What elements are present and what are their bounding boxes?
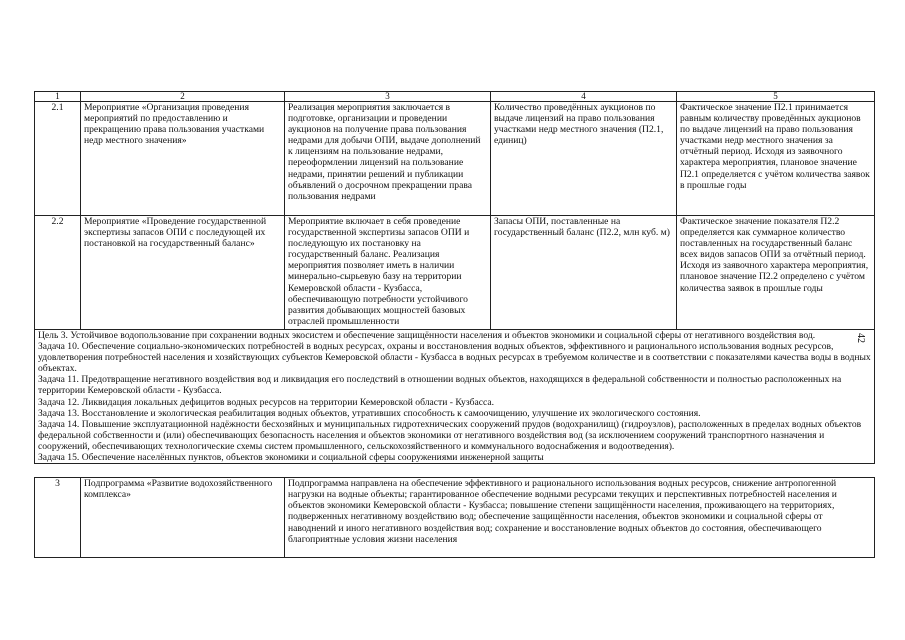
spacer [35,464,875,478]
task-text: Задача 14. Повышение эксплуатационной надёжности бесхозяйных и муниципальных гидротехнических сооружений прудов (водохранилищ) (гидроузлов), расположенных в пределах водных объектов федеральной собственности и (или) обеспечивающих безопасность населения и объектов экономики от негативного воздействия вод (за исключением сооружений транспортного назначения и сооружений, обеспечивающих технологические схемы систем промышленного, сельскохозяйственного и коммунального водоснабжения и водоотведения). [38,418,862,452]
task-text: Задача 13. Восстановление и экологическая реабилитация водных объектов, утративших способность к самоочищению, улучшение их экологического состояния. [38,407,701,419]
measure-description: Реализация мероприятия заключается в подготовке, организации и проведении аукционов на получение права пользования недрами для добычи ОПИ, выдаче дополнений к лицензиям на пользование недрами, переоформлении лицензий на пользование недрами, принятии решений и публикации объявлений о досрочном прекращении права пользования недрами [285,102,491,216]
header-col-3: 3 [285,92,491,102]
measure-name: Мероприятие «Организация проведения мероприятий по предоставлению и прекращению права пользования участками недр местного значения» [81,102,285,216]
page-number: 42 [855,333,866,343]
row-number: 3 [35,478,81,558]
subprogram-description: Подпрограмма направлена на обеспечение эффективного и рационального использования водных ресурсов, снижение антропогенной нагрузки на водные объекты; гарантированное обеспечение водными ресурсами текущих и перспективных потребностей населения и объектов экономики Кемеровской области - Кузбасса; повышение степени защищённости населения, проживающего на территориях, подверженных негативному воздействию вод; обеспечение защищённости населения, объектов экономики и социальной сферы от наводнений и иного негативного воздействия вод; сохранение и восстановление водных объектов до состояния, обеспечивающего благоприятные условия жизни населения [285,478,875,558]
goal-block [35,330,875,464]
header-row [35,92,875,102]
task-text: Задача 10. Обеспечение социально-экономических потребностей в водных ресурсах, охраны и восстановления водных объектов, эффективного и рационального использования водных ресурсов, удовлетворения потребностей населения и хозяйствующих субъектов Кемеровской области - Кузбасса в водных ресурсах в требуемом количестве и в соответствии с показателями качества воды в водных объектах. [38,341,871,375]
header-col-1: 1 [35,92,81,102]
calculation-method: Фактическое значение П2.1 принимается равным количеству проведённых аукционов по выдаче лицензий на право пользования участками недр местного значения за отчётный период. Исходя из заявочного характера мероприятия, плановое значение П2.1 определяется с учётом количества заявок в прошлые годы [677,102,875,216]
indicator: Запасы ОПИ, поставленные на государственный баланс (П2.2, млн куб. м) [491,216,677,330]
header-col-2: 2 [81,92,285,102]
task-text: Задача 15. Обеспечение населённых пунктов, объектов экономики и социальной сферы сооружениями инженерной защиты [38,452,544,464]
spacer-row [35,464,875,478]
table-row [35,478,875,558]
calculation-method: Фактическое значение показателя П2.2 определяется как суммарное количество поставленных на государственный баланс всех видов запасов ОПИ за отчётный период. Исходя из заявочного характера мероприятия, плановое значение П2.2 определено с учётом количества заявок в прошлые годы [677,216,875,330]
indicator: Количество проведённых аукционов по выдаче лицензий на право пользования участками недр местного значения (П2.1, единиц) [491,102,677,216]
table-row [35,216,875,330]
goal-row [35,330,875,464]
measure-description: Мероприятие включает в себя проведение государственной экспертизы запасов ОПИ и последующую их постановку на государственный баланс. Реализация мероприятия позволяет иметь в наличии минерально-сырьевую базу на территории Кемеровской области - Кузбасса, обеспечивающую потребности устойчивого развития добывающих мощностей базовых отраслей промышленности [285,216,491,330]
subprogram-name: Подпрограмма «Развитие водохозяйственного комплекса» [81,478,285,558]
task-text: Задача 11. Предотвращение негативного воздействия вод и ликвидация его последствий в отношении водных объектов, находящихся в федеральной собственности и полностью расположенных на территории Кемеровской области - Кузбасса. [38,374,842,397]
program-table [34,91,875,558]
row-number: 2.2 [35,216,81,330]
header-col-4: 4 [491,92,677,102]
row-number: 2.1 [35,102,81,216]
header-col-5: 5 [677,92,875,102]
goal-text: Цель 3. Устойчивое водопользование при сохранении водных экосистем и обеспечение защищённости населения и объектов экономики и социальной сферы от негативного воздействия вод. [38,330,816,341]
task-text: Задача 12. Ликвидация локальных дефицитов водных ресурсов на территории Кемеровской области - Кузбасса. [38,396,495,408]
table-row [35,102,875,216]
measure-name: Мероприятие «Проведение государственной экспертизы запасов ОПИ с последующей их постановкой на государственный баланс» [81,216,285,330]
